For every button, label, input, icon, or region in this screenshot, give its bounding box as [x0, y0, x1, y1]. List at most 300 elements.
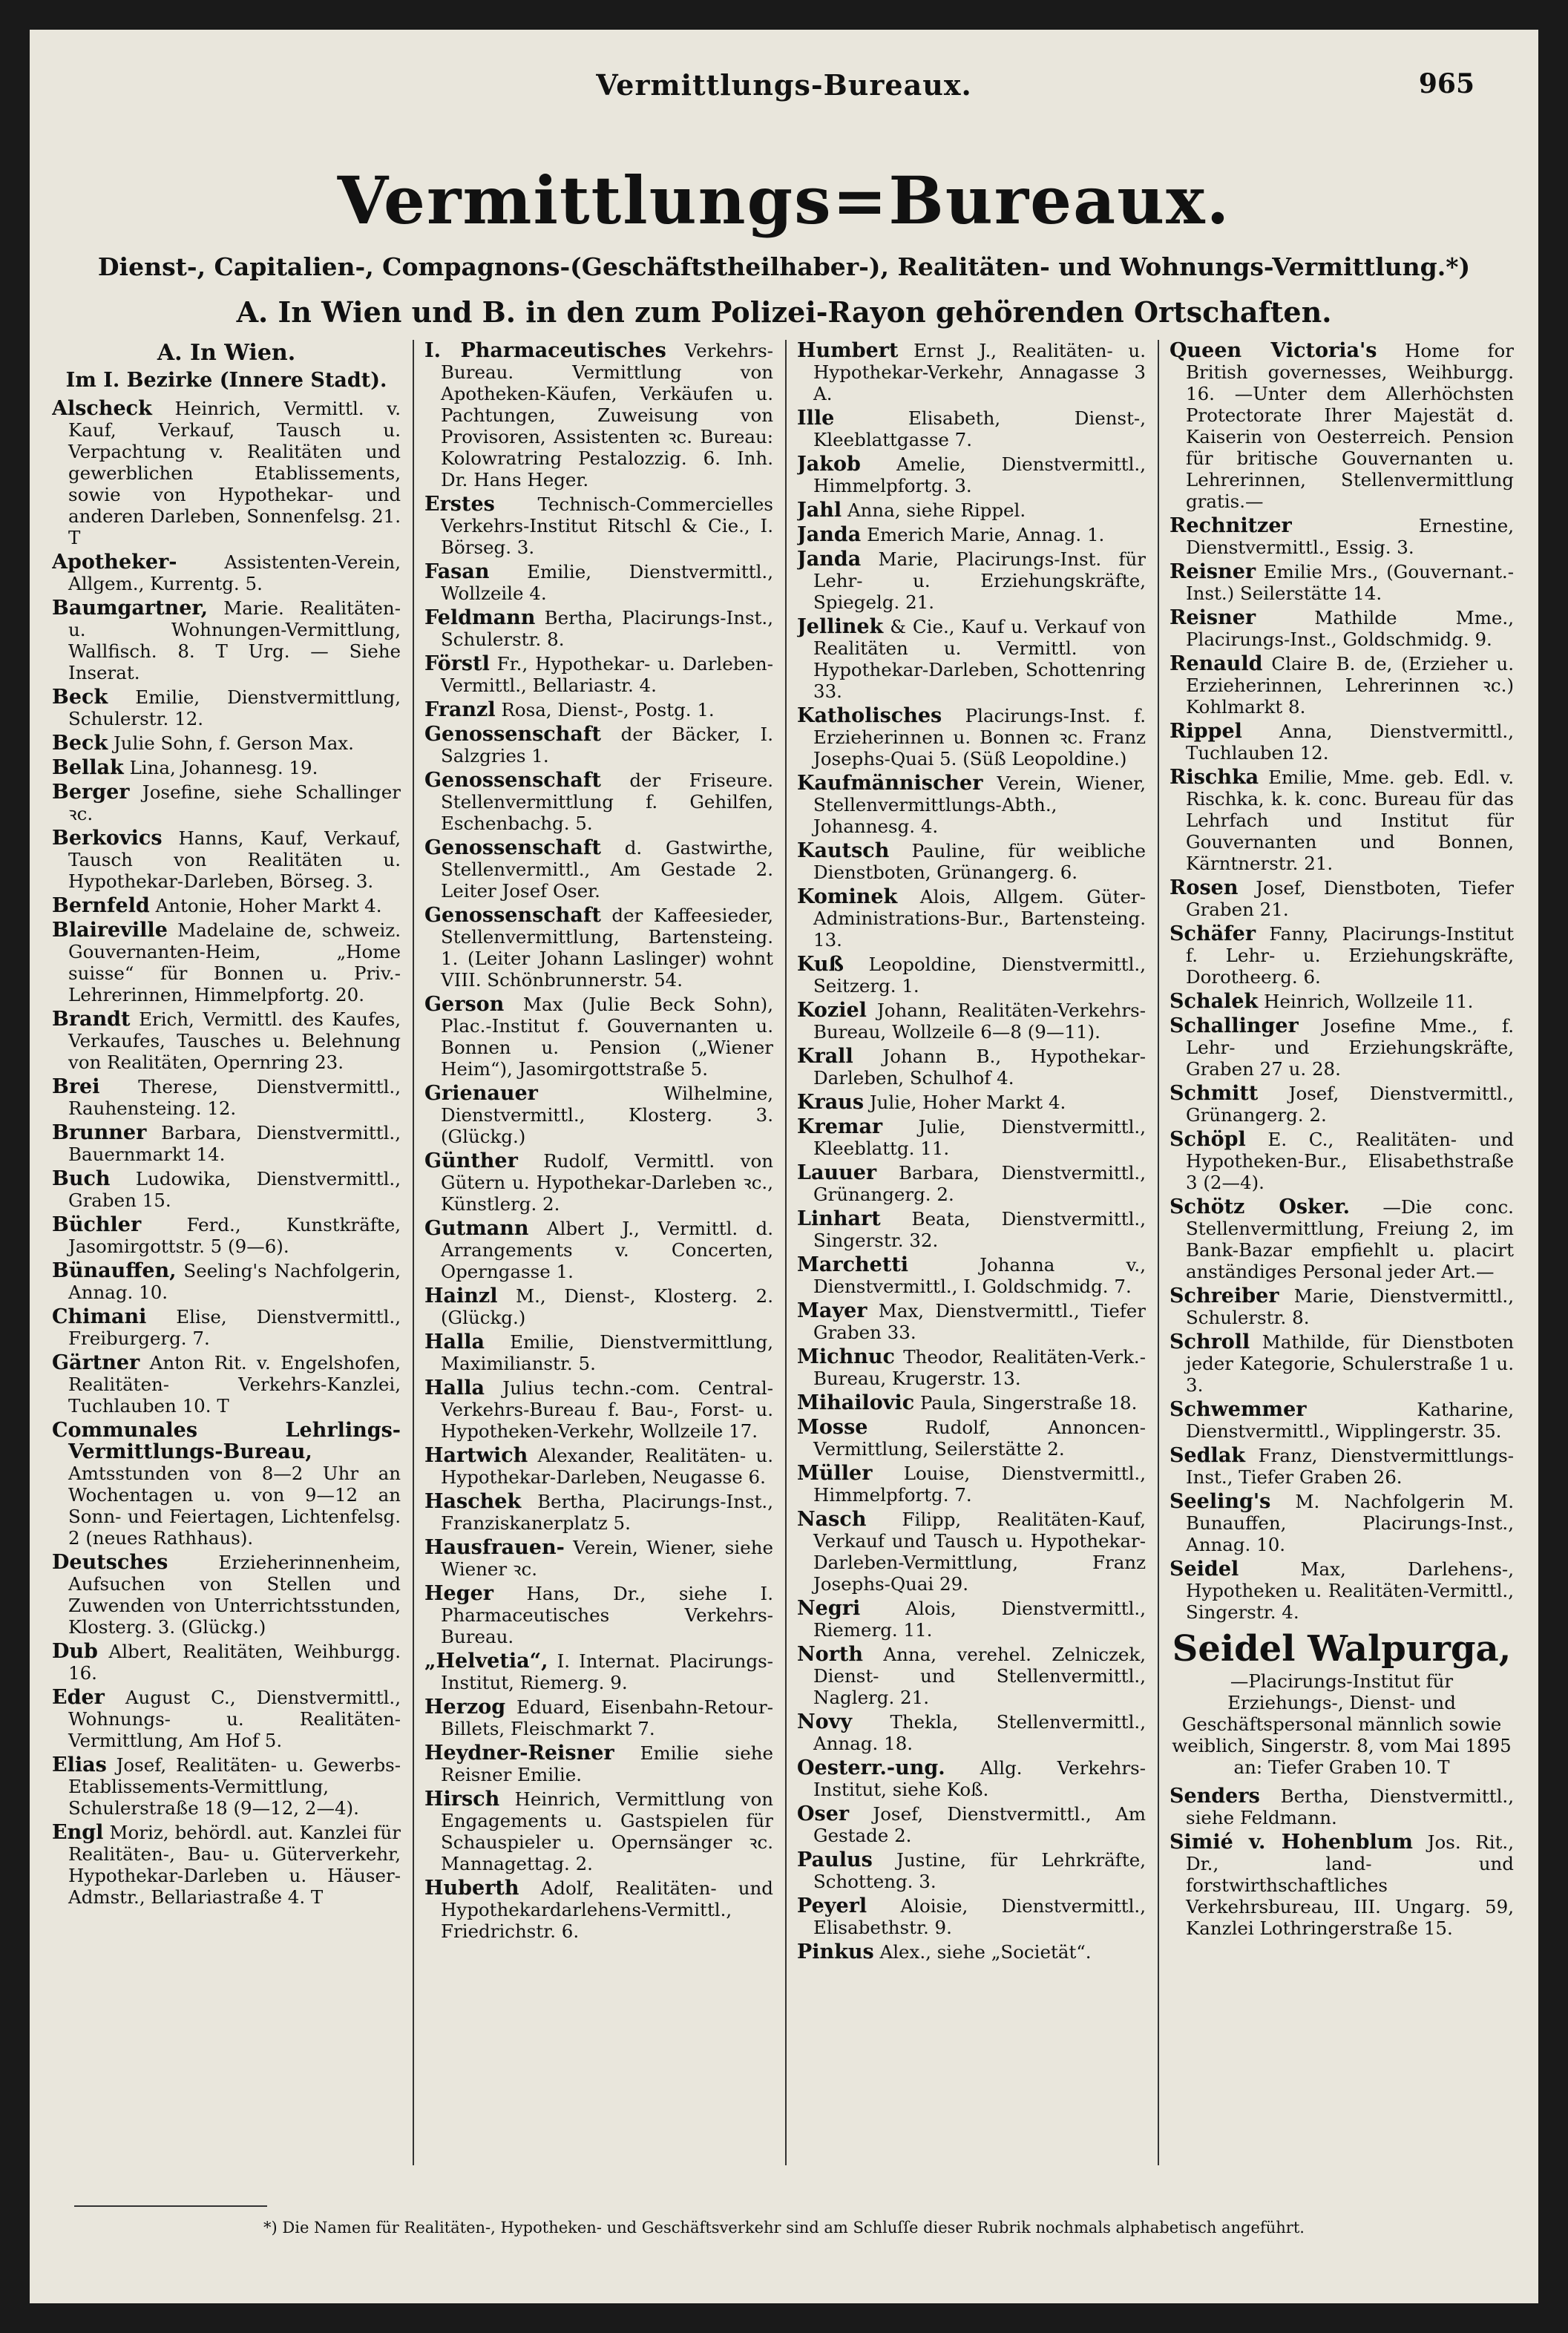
entry-name: Erstes — [424, 493, 495, 516]
entry-name: Brunner — [52, 1121, 147, 1144]
entry-details: der Kaffeesieder, Stellenvermittlung, Bartensteing. 1. (Leiter Johann Laslinger) wohnt VIII. Schönbrunnerstr. 54. — [441, 905, 773, 991]
entry-name: Chimani — [52, 1305, 147, 1328]
entry-name: Kraus — [797, 1091, 865, 1114]
directory-entry — [797, 1895, 1146, 1938]
entry-details: Hans, Dr., siehe I. Pharmaceutisches Verkehrs-Bureau. — [441, 1583, 773, 1647]
entry-details: Johann B., Hypothekar-Darleben, Schulhof 4. — [813, 1046, 1146, 1089]
entry-details: Elisabeth, Dienst-, Kleeblattgasse 7. — [813, 407, 1146, 450]
entry-name: Franzl — [424, 698, 496, 721]
entry-details: Antonie, Hoher Markt 4. — [149, 895, 382, 916]
entry-details: Emilie, Dienstvermittlung, Schulerstr. 12. — [68, 686, 401, 729]
entry-name: Katholisches — [797, 704, 942, 727]
directory-entry — [797, 524, 1146, 545]
entry-details: Madelaine de, schweiz. Gouvernanten-Heim, „Home suisse“ für Bonnen u. Priv.-Lehrerinnen, Himmelpfortg. 20. — [68, 919, 401, 1005]
entry-details: Elise, Dienstvermittl., Freiburgerg. 7. — [68, 1306, 401, 1349]
entry-name: Feldmann — [424, 606, 536, 629]
entry-details: Thekla, Stellenvermittl., Annag. 18. — [813, 1711, 1146, 1754]
entry-details: Seeling's Nachfolgerin, Annag. 10. — [68, 1260, 401, 1303]
entry-details: Alois, Allgem. Güter-Administrations-Bur., Bartensteing. 13. — [813, 886, 1146, 951]
directory-entry — [424, 837, 773, 902]
directory-entry — [424, 340, 773, 490]
directory-entry — [424, 994, 773, 1080]
entry-name: Communales Lehrlings-Vermittlungs-Bureau, — [52, 1419, 401, 1463]
entry-details: Katharine, Dienstvermittl., Wipplingerstr. 35. — [1186, 1399, 1514, 1442]
entry-details: M. Nachfolgerin M. Bunauffen, Placirungs-Inst., Annag. 10. — [1186, 1491, 1514, 1555]
entry-name: Halla — [424, 1330, 485, 1353]
directory-entry — [52, 827, 401, 892]
directory-entry — [797, 407, 1146, 450]
entry-details: Claire B. de, (Erzieher u. Erzieherinnen, Lehrerinnen ꝛc.) Kohlmarkt 8. — [1186, 653, 1514, 718]
entry-details: Erzieherinnenheim, Aufsuchen von Stellen und Zuwenden von Unterrichtsstunden, Klosterg. 3. (Glückg.) — [68, 1552, 401, 1638]
entry-name: Heger — [424, 1582, 493, 1605]
directory-entry — [797, 954, 1146, 997]
entry-name: Haschek — [424, 1490, 522, 1513]
entry-details: E. C., Realitäten- und Hypotheken-Bur., Elisabethstraße 3 (2—4). — [1186, 1129, 1514, 1193]
entry-name: Hausfrauen- — [424, 1536, 565, 1559]
directory-entry — [797, 340, 1146, 404]
directory-entry — [797, 1046, 1146, 1089]
directory-entry — [797, 1346, 1146, 1389]
directory-entry — [52, 1641, 401, 1684]
entry-details: Amtsstunden von 8—2 Uhr an Wochentagen u. von 9—12 an Sonn- und Feiertagen, Lichtenfelsg. 2 (neues Rathhaus). — [68, 1463, 401, 1549]
column-heading: A. In Wien. — [157, 340, 296, 366]
entry-details: Adolf, Realitäten- und Hypothekardarlehens-Vermittl., Friedrichstr. 6. — [441, 1877, 773, 1942]
directory-entry — [797, 705, 1146, 770]
entry-details: Aloisie, Dienstvermittl., Elisabethstr. 9. — [813, 1895, 1146, 1938]
entry-details: Pauline, für weibliche Dienstboten, Grünangerg. 6. — [813, 840, 1146, 883]
entry-details: Eduard, Eisenbahn-Retour-Billets, Fleischmarkt 7. — [441, 1696, 773, 1739]
entry-details: —Die conc. Stellenvermittlung, Freiung 2, im Bank-Bazar empfiehlt u. placirt anständiges Personal jeder Art.— — [1186, 1196, 1514, 1282]
entry-name: Bernfeld — [52, 894, 150, 917]
entry-details: Johanna v., Dienstvermittl., I. Goldschmidg. 7. — [813, 1254, 1146, 1297]
entry-details: Julius techn.-com. Central-Verkehrs-Bureau f. Bau-, Forst- u. Hypotheken-Verkehr, Wollzeile 17. — [441, 1377, 773, 1442]
entry-name: Rippel — [1170, 720, 1242, 743]
entry-name: Mayer — [797, 1299, 867, 1322]
entry-details: Justine, für Lehrkräfte, Schotteng. 3. — [813, 1849, 1146, 1892]
entry-name: „Helvetia“, — [424, 1650, 548, 1673]
footnote-rule — [74, 2205, 267, 2207]
directory-entry — [52, 1122, 401, 1165]
directory-entry — [1170, 721, 1514, 764]
entry-name: Apotheker- — [52, 551, 177, 574]
entry-details: Anton Rit. v. Engelshofen, Realitäten- Verkehrs-Kanzlei, Tuchlauben 10. T — [68, 1352, 401, 1417]
footnote: *) Die Namen für Realitäten-, Hypotheken- und Geschäftsverkehr sind am Schluſſe dieser Rubrik nochmals alphabetisch angeführt. — [263, 2219, 1305, 2237]
entry-details: Lina, Johannesg. 19. — [123, 757, 318, 778]
directory-entry — [1170, 923, 1514, 988]
entry-name: Lauuer — [797, 1161, 877, 1184]
entry-name: Kremar — [797, 1115, 883, 1138]
entry-details: Ernst J., Realitäten- u. Hypothekar-Verkehr, Annagasse 3 A. — [813, 340, 1146, 404]
entry-details: Albert J., Vermittl. d. Arrangements v. Concerten, Operngasse 1. — [441, 1218, 773, 1282]
entry-name: Engl — [52, 1821, 104, 1844]
entry-name: Brei — [52, 1075, 100, 1098]
directory-entry — [1170, 1558, 1514, 1623]
entry-name: Gutmann — [424, 1217, 529, 1240]
entry-details: Therese, Dienstvermittl., Rauhensteing. 12. — [68, 1076, 401, 1119]
subtitle: Dienst-, Capitalien-, Compagnons-(Geschäftstheilhaber-), Realitäten- und Wohnungs-Vermittlung.*) — [97, 252, 1471, 281]
entry-details: Rudolf, Vermittl. von Gütern u. Hypothekar-Darleben ꝛc., Künstlerg. 2. — [441, 1150, 773, 1215]
entry-details: Josef, Dienstvermittl., Am Gestade 2. — [813, 1803, 1146, 1846]
directory-entry — [52, 398, 401, 548]
entry-details: Franz, Dienstvermittlungs-Inst., Tiefer Graben 26. — [1186, 1445, 1514, 1488]
entry-name: Buch — [52, 1167, 111, 1190]
entry-details: Emerich Marie, Annag. 1. — [861, 524, 1105, 545]
directory-entry — [797, 1849, 1146, 1892]
entry-details: Josef, Realitäten- u. Gewerbs-Etablissements-Vermittlung, Schulerstraße 18 (9—12, 2—4). — [68, 1754, 401, 1819]
directory-entry — [424, 1150, 773, 1215]
entry-details: Hanns, Kauf, Verkauf, Tausch von Realitäten u. Hypothekar-Darleben, Börseg. 3. — [68, 827, 401, 892]
entry-name: Hirsch — [424, 1788, 500, 1811]
column-divider — [1158, 340, 1159, 2165]
entry-name: Grienauer — [424, 1082, 538, 1105]
entry-details: Bertha, Placirungs-Inst., Franziskanerplatz 5. — [441, 1491, 773, 1534]
entry-details: Julie, Hoher Markt 4. — [864, 1092, 1066, 1113]
entry-name: Brandt — [52, 1008, 131, 1031]
directory-entry — [424, 607, 773, 650]
entry-name: Hainzl — [424, 1284, 498, 1307]
directory-entry — [797, 1092, 1146, 1113]
directory-entry — [797, 1644, 1146, 1708]
entry-details: Verein, Wiener, siehe Wiener ꝛc. — [441, 1537, 773, 1580]
entry-name: Negri — [797, 1597, 861, 1620]
entry-details: Alois, Dienstvermittl., Riemerg. 11. — [813, 1598, 1146, 1641]
column-divider — [785, 340, 787, 2165]
directory-entry — [1170, 607, 1514, 650]
entry-details: Theodor, Realitäten-Verk.-Bureau, Krugerstr. 13. — [813, 1346, 1146, 1389]
entry-name: North — [797, 1643, 864, 1666]
entry-name: Fasan — [424, 560, 490, 583]
entry-details: Paula, Singerstraße 18. — [914, 1392, 1138, 1414]
entry-details: Barbara, Dienstvermittl., Grünangerg. 2. — [813, 1162, 1146, 1205]
entry-name: Pinkus — [797, 1940, 874, 1963]
entry-name: Kaufmännischer — [797, 772, 983, 795]
entry-details: Leopoldine, Dienstvermittl., Seitzerg. 1. — [813, 954, 1146, 997]
directory-entry — [797, 1711, 1146, 1754]
entry-name: Schalek — [1170, 990, 1259, 1013]
entry-name: Seidel — [1170, 1558, 1239, 1581]
entry-name: Müller — [797, 1462, 873, 1485]
entry-name: Oser — [797, 1802, 850, 1825]
directory-entry — [52, 1352, 401, 1417]
entry-details: Ernestine, Dienstvermittl., Essig. 3. — [1186, 515, 1514, 558]
directory-entry — [52, 1260, 401, 1303]
entry-details: Rudolf, Annoncen-Vermittlung, Seilerstätte 2. — [813, 1417, 1146, 1460]
entry-name: Jakob — [797, 453, 861, 476]
directory-entry — [424, 1083, 773, 1147]
entry-name: Elias — [52, 1753, 107, 1776]
entry-details: Julie Sohn, f. Gerson Max. — [108, 732, 354, 754]
directory-entry — [797, 1509, 1146, 1595]
directory-entry — [797, 1417, 1146, 1460]
entry-details: Alexander, Realitäten- u. Hypothekar-Darleben, Neugasse 6. — [441, 1445, 773, 1488]
entry-details: Julie, Dienstvermittl., Kleeblattg. 11. — [813, 1116, 1146, 1159]
entry-details: Josefine Mme., f. Lehr- und Erziehungskräfte, Graben 27 u. 28. — [1186, 1015, 1514, 1080]
directory-entry — [1170, 1285, 1514, 1328]
directory-columns — [52, 340, 1514, 2165]
entry-name: Eder — [52, 1686, 105, 1709]
entry-details: Max, Dienstvermittl., Tiefer Graben 33. — [813, 1300, 1146, 1343]
entry-details: & Cie., Kauf u. Verkauf von Realitäten u. Vermittl. von Hypothekar-Darleben, Schottenring 33. — [813, 616, 1146, 702]
entry-name: Mosse — [797, 1416, 868, 1439]
directory-entry — [424, 653, 773, 696]
entry-name: Rosen — [1170, 876, 1239, 899]
directory-entry — [797, 1300, 1146, 1343]
entry-details: Heinrich, Wollzeile 11. — [1258, 991, 1474, 1012]
entry-name: Novy — [797, 1710, 853, 1733]
entry-details: Erich, Vermittl. des Kaufes, Verkaufes, Tausches u. Belehnung von Realitäten, Opernring 23. — [68, 1008, 401, 1073]
directory-entry — [52, 919, 401, 1005]
entry-details: Verkehrs-Bureau. Vermittlung von Apotheken-Käufen, Verkäufen u. Pachtungen, Zuweisung von Provisoren, Assistenten ꝛc. Bureau: Kolowratring Pestalozzig. 6. Inh. Dr. Hans Heger. — [441, 340, 773, 490]
entry-name: Schöpl — [1170, 1128, 1246, 1151]
page-number: 965 — [1418, 68, 1474, 99]
entry-details: Alex., siehe „Societät“. — [873, 1941, 1092, 1963]
entry-name: Heydner-Reisner — [424, 1742, 614, 1765]
directory-entry — [797, 840, 1146, 883]
directory-entry — [52, 686, 401, 729]
entry-details: Assistenten-Verein, Allgem., Kurrentg. 5. — [68, 551, 401, 594]
entry-name: Jellinek — [797, 615, 884, 638]
directory-entry — [424, 561, 773, 604]
entry-name: Bellak — [52, 756, 124, 779]
entry-name: Beck — [52, 686, 108, 709]
entry-details: Marie, Placirungs-Inst. für Lehr- u. Erziehungskräfte, Spiegelg. 21. — [813, 548, 1146, 613]
directory-entry — [797, 1116, 1146, 1159]
directory-entry — [52, 1552, 401, 1638]
entry-details: Allg. Verkehrs-Institut, siehe Koß. — [813, 1757, 1146, 1800]
entry-details: Josefine, siehe Schallinger ꝛc. — [68, 781, 401, 824]
entry-name: Beck — [52, 732, 108, 755]
entry-name: Genossenschaft — [424, 769, 601, 792]
directory-entry — [1170, 340, 1514, 512]
entry-name: Janda — [797, 548, 862, 571]
entry-details: Josef, Dienstvermittl., Grünangerg. 2. — [1186, 1083, 1514, 1126]
entry-name: Gerson — [424, 993, 505, 1016]
directory-entry — [52, 1822, 401, 1908]
entry-details: Emilie siehe Reisner Emilie. — [441, 1742, 773, 1785]
entry-details: d. Gastwirthe, Stellenvermittl., Am Gestade 2. Leiter Josef Oser. — [441, 837, 773, 902]
entry-name: Huberth — [424, 1877, 519, 1900]
entry-details: Anna, verehel. Zelniczek, Dienst- und Stellenvermittl., Naglerg. 21. — [813, 1644, 1146, 1708]
directory-entry — [1170, 1083, 1514, 1126]
directory-entry — [797, 1598, 1146, 1641]
directory-entry — [52, 597, 401, 683]
entry-name: Seeling's — [1170, 1490, 1271, 1513]
entry-name: Schallinger — [1170, 1014, 1299, 1037]
directory-entry — [52, 1687, 401, 1751]
entry-details: Emilie, Dienstvermittlung, Maximilianstr. 5. — [441, 1331, 773, 1374]
directory-entry — [1170, 1445, 1514, 1488]
directory-entry — [424, 1877, 773, 1942]
entry-name: Genossenschaft — [424, 904, 601, 927]
entry-name: Mihailovic — [797, 1391, 915, 1414]
entry-details: Mathilde Mme., Placirungs-Inst., Goldschmidg. 9. — [1186, 607, 1514, 650]
entry-name: Jahl — [797, 499, 842, 522]
entry-name: Reisner — [1170, 560, 1256, 583]
directory-entry — [797, 453, 1146, 496]
advertisement-body: —Placirungs-Institut für Erziehungs-, Dienst- und Geschäftspersonal männlich sowie weiblich, Singerstr. 8, vom Mai 1895 an: Tiefer Graben 10. T — [1172, 1670, 1512, 1778]
entry-details: Verein, Wiener, Stellenvermittlungs-Abth., Johannesg. 4. — [813, 772, 1146, 837]
directory-entry — [797, 886, 1146, 951]
directory-entry — [424, 1696, 773, 1739]
directory-entry — [424, 699, 773, 721]
entry-details: Max, Darlehens-, Hypotheken u. Realitäten-Vermittl., Singerstr. 4. — [1186, 1558, 1514, 1623]
entry-name: Linhart — [797, 1207, 881, 1230]
entry-name: Schwemmer — [1170, 1398, 1307, 1421]
entry-details: August C., Dienstvermittl., Wohnungs- u. Realitäten-Vermittlung, Am Hof 5. — [68, 1687, 401, 1751]
directory-entry — [1170, 515, 1514, 558]
directory-entry — [1170, 991, 1514, 1012]
entry-details: Wilhelmine, Dienstvermittl., Klosterg. 3. (Glückg.) — [441, 1083, 773, 1147]
entry-name: Queen Victoria's — [1170, 340, 1377, 362]
directory-entry — [797, 1000, 1146, 1043]
directory-entry — [1170, 1399, 1514, 1442]
directory-entry — [52, 551, 401, 594]
directory-entry — [797, 1208, 1146, 1251]
entry-name: Humbert — [797, 340, 899, 362]
directory-entry — [424, 905, 773, 991]
entry-name: Simié v. Hohenblum — [1170, 1831, 1413, 1854]
directory-entry — [1170, 1331, 1514, 1396]
entry-name: Schmitt — [1170, 1082, 1259, 1105]
running-head: Vermittlungs-Bureaux. — [596, 68, 972, 102]
entry-details: Beata, Dienstvermittl., Singerstr. 32. — [813, 1208, 1146, 1251]
entry-name: Schäfer — [1170, 922, 1256, 945]
entry-name: Ille — [797, 407, 835, 430]
entry-details: Emilie, Dienstvermittl., Wollzeile 4. — [441, 561, 773, 604]
entry-details: Emilie, Mme. geb. Edl. v. Rischka, k. k. conc. Bureau für das Lehrfach und Institut für Gouvernanten und Bonnen, Kärntnerstr. 21. — [1186, 767, 1514, 874]
entry-details: M., Dienst-, Klosterg. 2. (Glückg.) — [441, 1285, 773, 1328]
entry-details: Home for British governesses, Weihburgg. 16. —Unter dem Allerhöchsten Protectorate Ihrer Majestät d. Kaiserin von Oesterreich. Pension für britische Gouvernanten u. Lehrerinnen, Stellenvermittlung gratis.— — [1186, 340, 1514, 512]
directory-entry — [797, 1941, 1146, 1963]
entry-details: Amelie, Dienstvermittl., Himmelpfortg. 3. — [813, 453, 1146, 496]
entry-name: Marchetti — [797, 1253, 909, 1276]
directory-entry — [52, 1306, 401, 1349]
entry-name: Renauld — [1170, 652, 1263, 675]
directory-entry — [797, 616, 1146, 702]
entry-name: Rischka — [1170, 766, 1259, 789]
directory-entry — [52, 1076, 401, 1119]
directory-entry — [52, 732, 401, 754]
advertisement — [1170, 1627, 1514, 1778]
entry-details: Placirungs-Inst. f. Erzieherinnen u. Bonnen ꝛc. Franz Josephs-Quai 5. (Süß Leopoldine.) — [813, 705, 1146, 770]
directory-entry — [52, 1168, 401, 1211]
entry-name: Genossenschaft — [424, 836, 601, 859]
directory-entry — [424, 1788, 773, 1874]
directory-entry — [797, 499, 1146, 521]
directory-entry — [424, 1331, 773, 1374]
directory-entry — [424, 1285, 773, 1328]
directory-entry — [52, 781, 401, 824]
entry-details: Fanny, Placirungs-Institut f. Lehr- u. Erziehungskräfte, Dorotheerg. 6. — [1186, 923, 1514, 988]
entry-details: Technisch-Commercielles Verkehrs-Institut Ritschl & Cie., I. Börseg. 3. — [441, 493, 773, 558]
directory-entry — [1170, 561, 1514, 604]
entry-name: Berkovics — [52, 827, 163, 850]
region-heading: A. In Wien und B. in den zum Polizei-Rayon gehörenden Ortschaften. — [236, 295, 1332, 329]
directory-entry — [1170, 653, 1514, 718]
entry-name: Paulus — [797, 1848, 873, 1871]
directory-entry — [1170, 1831, 1514, 1939]
entry-name: Koziel — [797, 999, 867, 1022]
entry-details: I. Internat. Placirungs-Institut, Riemerg. 9. — [441, 1650, 773, 1693]
advertisement-name: Seidel Walpurga, — [1172, 1628, 1512, 1670]
entry-name: Kuß — [797, 953, 844, 976]
entry-name: Förstl — [424, 652, 490, 675]
entry-name: Deutsches — [52, 1551, 168, 1574]
entry-name: Schötz Osker. — [1170, 1195, 1351, 1218]
entry-name: Blaireville — [52, 919, 168, 942]
entry-name: Gärtner — [52, 1351, 140, 1374]
entry-name: Büchler — [52, 1213, 142, 1236]
directory-entry — [52, 1008, 401, 1073]
entry-name: Rechnitzer — [1170, 514, 1292, 537]
entry-details: Albert, Realitäten, Weihburgg. 16. — [68, 1641, 401, 1684]
column-2 — [424, 340, 773, 2165]
column-3 — [797, 340, 1146, 2165]
directory-entry — [424, 1445, 773, 1488]
directory-entry — [424, 1742, 773, 1785]
entry-details: der Bäcker, I. Salzgries 1. — [441, 723, 773, 767]
entry-name: Reisner — [1170, 606, 1256, 629]
directory-entry — [424, 1650, 773, 1693]
entry-name: Genossenschaft — [424, 723, 601, 746]
entry-details: Emilie Mrs., (Gouvernant.-Inst.) Seilerstätte 14. — [1186, 561, 1514, 604]
entry-name: I. Pharmaceutisches — [424, 340, 666, 362]
directory-entry — [1170, 767, 1514, 874]
page-title: Vermittlungs=Bureaux. — [337, 162, 1231, 239]
entry-name: Nasch — [797, 1508, 867, 1531]
entry-details: Marie, Dienstvermittl., Schulerstr. 8. — [1186, 1285, 1514, 1328]
entry-name: Kautsch — [797, 839, 890, 862]
entry-details: Rosa, Dienst-, Postg. 1. — [495, 699, 715, 721]
page — [30, 30, 1538, 2303]
entry-details: Jos. Rit., Dr., land- und forstwirthschaftliches Verkehrsbureau, III. Ungarg. 59, Kanzlei Lothringerstraße 15. — [1186, 1831, 1514, 1939]
directory-entry — [52, 757, 401, 778]
directory-entry — [1170, 1785, 1514, 1828]
entry-name: Herzog — [424, 1696, 506, 1719]
directory-entry — [797, 1162, 1146, 1205]
entry-details: Anna, siehe Rippel. — [842, 499, 1026, 521]
directory-entry — [797, 1757, 1146, 1800]
entry-name: Bünauffen, — [52, 1259, 177, 1282]
entry-details: Anna, Dienstvermittl., Tuchlauben 12. — [1186, 721, 1514, 764]
directory-entry — [424, 770, 773, 834]
entry-details: Heinrich, Vermittlung von Engagements u. Gastspielen für Schauspieler u. Opernsänger ꝛc. Mannagettag. 2. — [441, 1788, 773, 1874]
entry-name: Alscheck — [52, 397, 152, 420]
directory-entry — [424, 1491, 773, 1534]
entry-name: Günther — [424, 1149, 518, 1172]
entry-name: Michnuc — [797, 1345, 895, 1368]
directory-entry — [797, 772, 1146, 837]
entry-name: Senders — [1170, 1785, 1260, 1808]
directory-entry — [424, 1377, 773, 1442]
entry-name: Oesterr.-ung. — [797, 1756, 945, 1779]
column-4 — [1170, 340, 1514, 2165]
entry-details: Ludowika, Dienstvermittl., Graben 15. — [68, 1168, 401, 1211]
directory-entry — [797, 1392, 1146, 1414]
entry-name: Kominek — [797, 885, 898, 908]
entry-name: Schreiber — [1170, 1284, 1279, 1307]
column-1 — [52, 340, 401, 2165]
entry-details: Fr., Hypothekar- u. Darleben-Vermittl., Bellariastr. 4. — [441, 653, 773, 696]
entry-details: der Friseure. Stellenvermittlung f. Gehilfen, Eschenbachg. 5. — [441, 770, 773, 834]
directory-entry — [52, 1420, 401, 1549]
entry-details: Louise, Dienstvermittl., Himmelpfortg. 7. — [813, 1463, 1146, 1506]
entry-name: Sedlak — [1170, 1444, 1246, 1467]
directory-entry — [1170, 1491, 1514, 1555]
entry-name: Halla — [424, 1376, 485, 1400]
entry-details: Heinrich, Vermittl. v. Kauf, Verkauf, Tausch u. Verpachtung v. Realitäten und gewerblichen Etablissements, sowie von Hypothekar- und anderen Darleben, Sonnenfelsg. 21. T — [68, 398, 401, 548]
entry-details: Josef, Dienstboten, Tiefer Graben 21. — [1186, 877, 1514, 920]
